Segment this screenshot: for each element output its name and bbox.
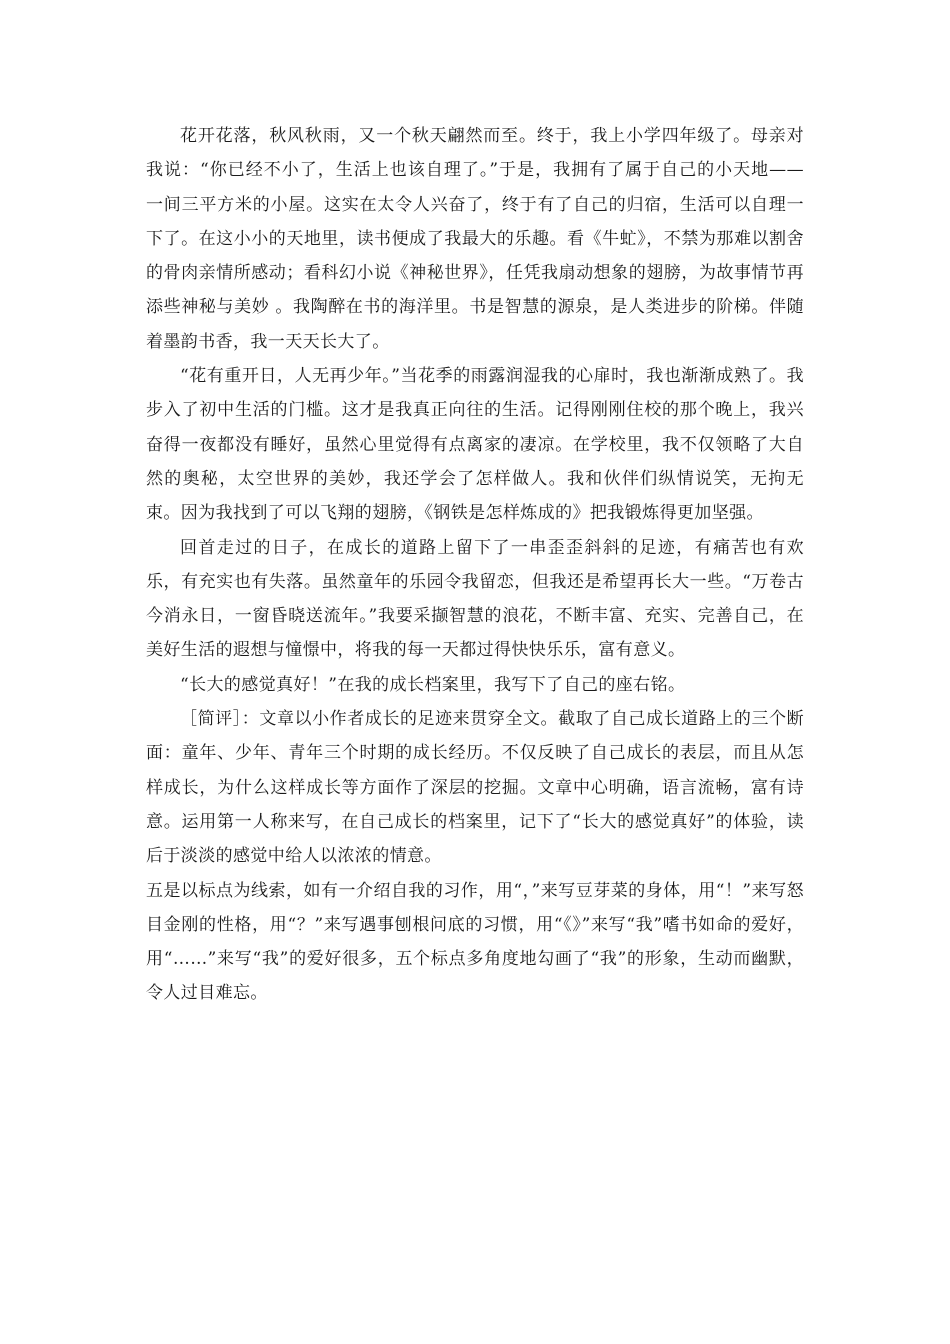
paragraph-motto: “长大的感觉真好！”在我的成长档案里，我写下了自己的座右铭。 xyxy=(180,674,686,695)
paragraph-junior-high: “花有重开日，人无再少年。”当花季的雨露润湿我的心扉时，我也渐渐成熟了。我步入了初中生活的门槛。这才是我真正向往的生活。记得刚刚住校的那个晚上，我兴奋得一夜都没有睡好，虽然心里觉得有点离家的凄凉。在学校里，我不仅领略了大自然的奥秘，太空世界的美妙，我还学会了怎样做人。我和伙伴们纵情说笑，无拘无束。因为我找到了可以飞翔的翅膀，《钢铁是怎样炼成的》把我锻炼得更加坚强。 xyxy=(146,366,804,524)
paragraph-punctuation-method: 五是以标点为线索，如有一介绍自我的习作，用“，”来写豆芽菜的身体，用“！”来写怒目金刚的性格，用“？”来写遇事刨根问底的习惯，用“《》”来写“我”嗜书如命的爱好，用“……”来写“我”的爱好很多，五个标点多角度地勾画了“我”的形象，生动而幽默，令人过目难忘。 xyxy=(146,880,804,1004)
paragraph-looking-back: 回首走过的日子，在成长的道路上留下了一串歪歪斜斜的足迹，有痛苦也有欢乐，有充实也有失落。虽然童年的乐园令我留恋，但我还是希望再长大一些。“万卷古今消永日，一窗昏晓送流年。”我要采撷智慧的浪花，不断丰富、充实、完善自己，在美好生活的遐想与憧憬中，将我的每一天都过得快快乐乐，富有意义。 xyxy=(146,537,804,661)
document-body xyxy=(146,119,804,1011)
paragraph-childhood: 花开花落，秋风秋雨，又一个秋天翩然而至。终于，我上小学四年级了。母亲对我说：“你已经不小了，生活上也该自理了。”于是，我拥有了属于自己的小天地—— 一间三平方米的小屋。这实在太令人兴奋了，终于有了自己的归宿，生活可以自理一下了。在这小小的天地里，读书便成了我最大的乐趣。看《牛虻》，不禁为那难以割舍的骨肉亲情所感动；看科幻小说《神秘世界》，任凭我扇动想象的翅膀，为故事情节再添些神秘与美妙 。我陶醉在书的海洋里。书是智慧的源泉，是人类进步的阶梯。伴随着墨韵书香，我一天天长大了。 xyxy=(146,126,804,352)
paragraph-commentary: ［简评］：文章以小作者成长的足迹来贯穿全文。截取了自己成长道路上的三个断面：童年、少年、青年三个时期的成长经历。不仅反映了自己成长的表层，而且从怎样成长，为什么这样成长等方面作了深层的挖掘。文章中心明确，语言流畅，富有诗意。运用第一人称来写，在自己成长的档案里，记下了“长大的感觉真好”的体验，读后于淡淡的感觉中给人以浓浓的情意。 xyxy=(146,709,804,867)
